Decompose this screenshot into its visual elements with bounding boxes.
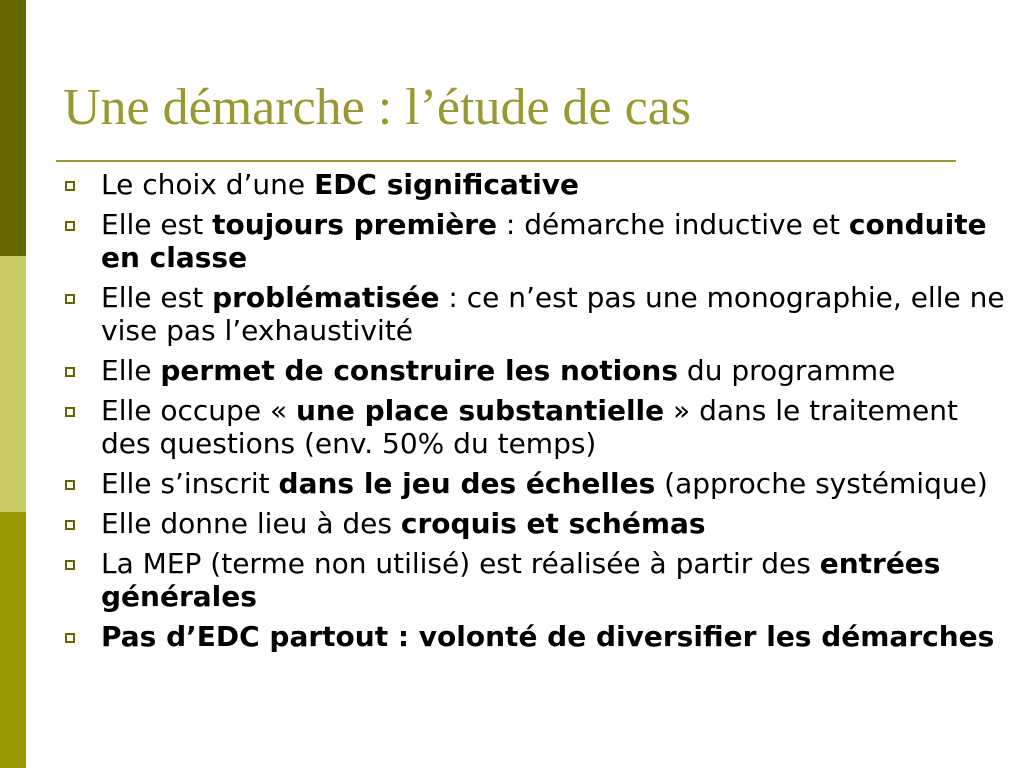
title-underline [56, 160, 956, 162]
bullet-text: » dans le traitement des questions (env. 50% du temps) [101, 394, 959, 460]
bullet-text: : ce n’est pas une monographie, elle ne vise pas l’exhaustivité [101, 281, 1005, 347]
bullet-emphasis-text: croquis et schémas [400, 507, 706, 540]
hollow-square-icon [65, 294, 75, 304]
bullet-emphasis-text: problématisée [212, 281, 440, 314]
left-band-middle [0, 256, 26, 512]
bullet-item [64, 394, 1014, 460]
bullet-item [64, 281, 1014, 347]
bullet-text: Elle occupe « [101, 394, 296, 427]
bullet-text: Elle est [101, 208, 213, 241]
bullet-emphasis-text: une place substantielle [295, 394, 665, 427]
hollow-square-icon [65, 407, 75, 417]
bullet-emphasis-text: EDC significative [314, 168, 580, 201]
bullet-text: Elle s’inscrit [101, 467, 279, 500]
bullet-text: : démarche inductive et [497, 208, 849, 241]
slide-title: Une démarche : l’étude de cas [63, 79, 692, 136]
hollow-square-icon [65, 181, 75, 191]
bullet-item [64, 208, 1014, 274]
bullet-item [64, 620, 1014, 653]
bullet-emphasis-text: conduite en classe [101, 208, 987, 274]
left-band-bottom [0, 512, 26, 768]
hollow-square-icon [65, 221, 75, 231]
bullet-text: du programme [678, 354, 896, 387]
bullet-text: La MEP (terme non utilisé) est réalisée à partir des [101, 547, 820, 580]
bullet-item [64, 354, 1014, 387]
bullet-item [64, 547, 1014, 613]
bullet-text: Le choix d’une [101, 168, 315, 201]
bullet-emphasis-text: toujours première [212, 208, 498, 241]
bullet-emphasis-text: dans le jeu des échelles [278, 467, 656, 500]
bullet-item [64, 467, 1014, 500]
bullet-item [64, 168, 1014, 201]
bullet-list [64, 168, 1014, 660]
bullet-text: (approche systémique) [655, 467, 988, 500]
left-band-top [0, 0, 26, 256]
bullet-emphasis-text: Pas d’EDC partout : volonté de diversifier les démarches [101, 620, 995, 653]
hollow-square-icon [65, 560, 75, 570]
bullet-item [64, 507, 1014, 540]
hollow-square-icon [65, 480, 75, 490]
bullet-text: Elle donne lieu à des [101, 507, 401, 540]
bullet-emphasis-text: permet de construire les notions [160, 354, 679, 387]
hollow-square-icon [65, 633, 75, 643]
bullet-text: Elle [101, 354, 161, 387]
bullet-text: Elle est [101, 281, 213, 314]
hollow-square-icon [65, 367, 75, 377]
hollow-square-icon [65, 520, 75, 530]
bullet-emphasis-text: entrées générales [101, 547, 941, 613]
